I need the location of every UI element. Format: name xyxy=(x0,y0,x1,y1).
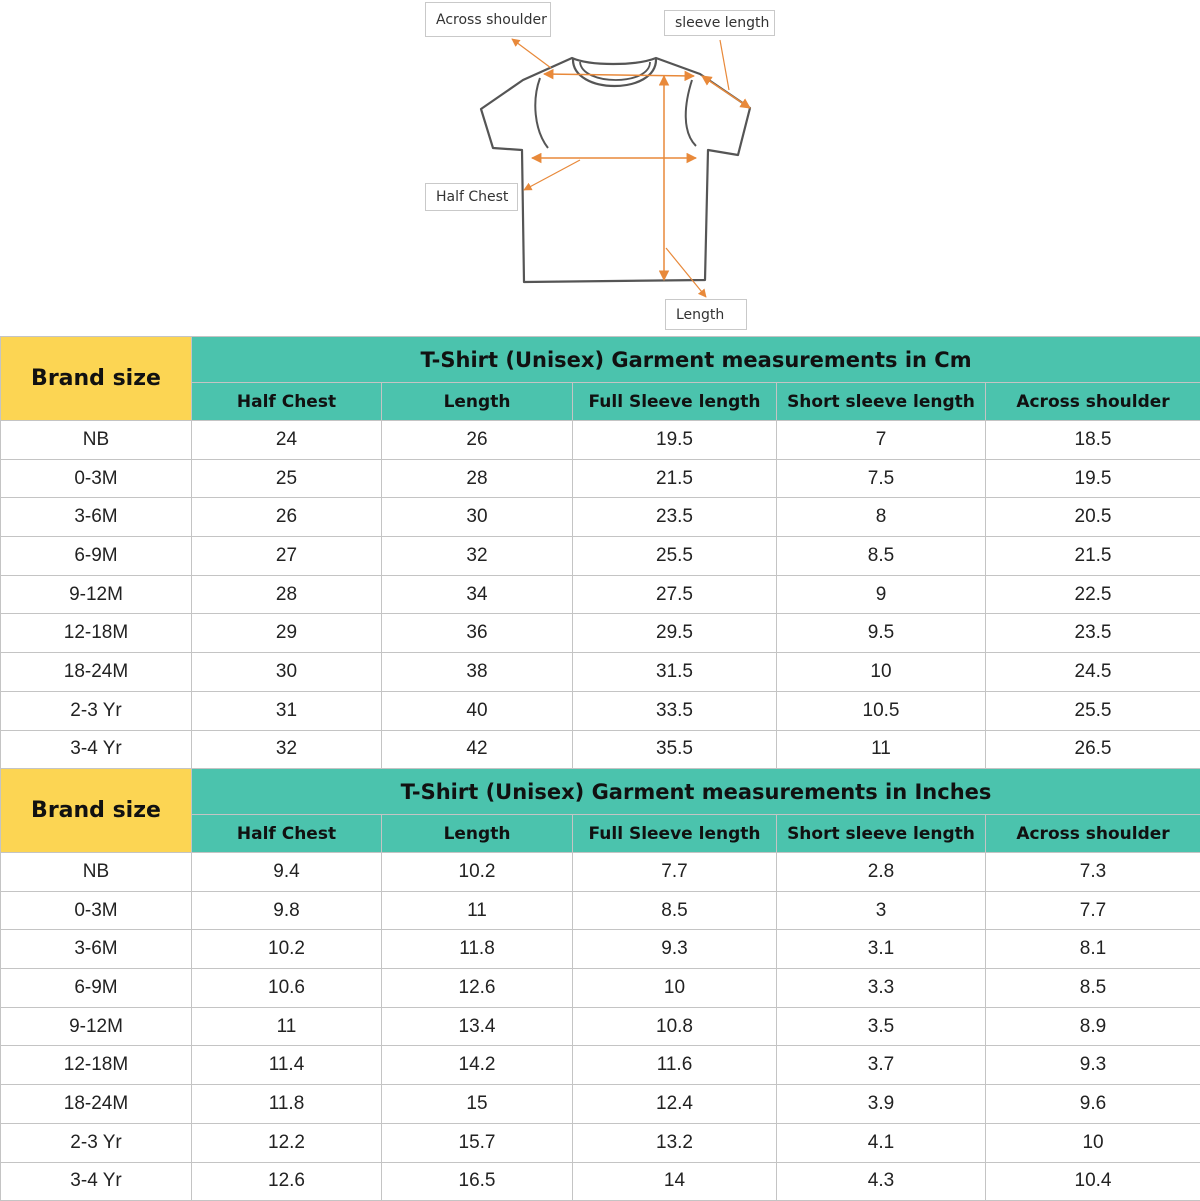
size-cell: 18-24M xyxy=(1,653,192,692)
column-header: Half Chest xyxy=(192,815,382,853)
value-cell: 29 xyxy=(192,614,382,653)
value-cell: 31 xyxy=(192,691,382,730)
brand-size-header: Brand size xyxy=(1,769,192,853)
value-cell: 4.1 xyxy=(777,1123,986,1162)
value-cell: 23.5 xyxy=(573,498,777,537)
value-cell: 11 xyxy=(382,891,573,930)
value-cell: 7.7 xyxy=(573,853,777,892)
size-cell: NB xyxy=(1,853,192,892)
column-header: Full Sleeve length xyxy=(573,383,777,421)
value-cell: 13.2 xyxy=(573,1123,777,1162)
value-cell: 3.7 xyxy=(777,1046,986,1085)
value-cell: 11.8 xyxy=(382,930,573,969)
size-cell: 2-3 Yr xyxy=(1,1123,192,1162)
value-cell: 35.5 xyxy=(573,730,777,769)
value-cell: 7.3 xyxy=(986,853,1200,892)
column-header: Length xyxy=(382,383,573,421)
size-table-inches xyxy=(0,768,1200,1201)
size-cell: 2-3 Yr xyxy=(1,691,192,730)
value-cell: 36 xyxy=(382,614,573,653)
table-title: T-Shirt (Unisex) Garment measurements in Cm xyxy=(192,337,1200,383)
table-row xyxy=(1,853,1200,892)
size-table-cm xyxy=(0,336,1200,769)
size-cell: 6-9M xyxy=(1,537,192,576)
value-cell: 12.6 xyxy=(382,969,573,1008)
value-cell: 10 xyxy=(573,969,777,1008)
value-cell: 9.8 xyxy=(192,891,382,930)
value-cell: 11.8 xyxy=(192,1085,382,1124)
column-header: Across shoulder xyxy=(986,815,1200,853)
size-cell: 6-9M xyxy=(1,969,192,1008)
value-cell: 9.4 xyxy=(192,853,382,892)
table-row xyxy=(1,459,1200,498)
value-cell: 32 xyxy=(192,730,382,769)
value-cell: 9.3 xyxy=(573,930,777,969)
value-cell: 9.6 xyxy=(986,1085,1200,1124)
value-cell: 10.2 xyxy=(192,930,382,969)
value-cell: 8.5 xyxy=(986,969,1200,1008)
value-cell: 15 xyxy=(382,1085,573,1124)
table-row xyxy=(1,1007,1200,1046)
value-cell: 8 xyxy=(777,498,986,537)
size-cell: 0-3M xyxy=(1,459,192,498)
value-cell: 10 xyxy=(777,653,986,692)
table-row xyxy=(1,1085,1200,1124)
column-header: Across shoulder xyxy=(986,383,1200,421)
size-cell: NB xyxy=(1,421,192,460)
value-cell: 14.2 xyxy=(382,1046,573,1085)
table-row xyxy=(1,1046,1200,1085)
value-cell: 8.5 xyxy=(777,537,986,576)
value-cell: 30 xyxy=(192,653,382,692)
value-cell: 7 xyxy=(777,421,986,460)
value-cell: 18.5 xyxy=(986,421,1200,460)
value-cell: 29.5 xyxy=(573,614,777,653)
value-cell: 9.5 xyxy=(777,614,986,653)
value-cell: 11 xyxy=(777,730,986,769)
value-cell: 33.5 xyxy=(573,691,777,730)
column-header: Length xyxy=(382,815,573,853)
value-cell: 10.5 xyxy=(777,691,986,730)
value-cell: 26 xyxy=(382,421,573,460)
column-header: Half Chest xyxy=(192,383,382,421)
value-cell: 2.8 xyxy=(777,853,986,892)
value-cell: 26.5 xyxy=(986,730,1200,769)
value-cell: 23.5 xyxy=(986,614,1200,653)
value-cell: 13.4 xyxy=(382,1007,573,1046)
value-cell: 9.3 xyxy=(986,1046,1200,1085)
value-cell: 4.3 xyxy=(777,1162,986,1201)
table-row xyxy=(1,1162,1200,1201)
size-cell: 0-3M xyxy=(1,891,192,930)
column-header: Full Sleeve length xyxy=(573,815,777,853)
size-cell: 3-6M xyxy=(1,498,192,537)
value-cell: 24.5 xyxy=(986,653,1200,692)
value-cell: 14 xyxy=(573,1162,777,1201)
value-cell: 24 xyxy=(192,421,382,460)
value-cell: 8.5 xyxy=(573,891,777,930)
table-row xyxy=(1,537,1200,576)
value-cell: 22.5 xyxy=(986,575,1200,614)
value-cell: 38 xyxy=(382,653,573,692)
value-cell: 8.1 xyxy=(986,930,1200,969)
value-cell: 42 xyxy=(382,730,573,769)
value-cell: 19.5 xyxy=(986,459,1200,498)
value-cell: 3.1 xyxy=(777,930,986,969)
value-cell: 32 xyxy=(382,537,573,576)
value-cell: 12.4 xyxy=(573,1085,777,1124)
value-cell: 19.5 xyxy=(573,421,777,460)
size-cell: 12-18M xyxy=(1,1046,192,1085)
value-cell: 30 xyxy=(382,498,573,537)
value-cell: 10.6 xyxy=(192,969,382,1008)
value-cell: 28 xyxy=(382,459,573,498)
table-row xyxy=(1,421,1200,460)
table-row xyxy=(1,498,1200,537)
value-cell: 12.6 xyxy=(192,1162,382,1201)
value-cell: 15.7 xyxy=(382,1123,573,1162)
value-cell: 7.5 xyxy=(777,459,986,498)
value-cell: 21.5 xyxy=(986,537,1200,576)
value-cell: 10.4 xyxy=(986,1162,1200,1201)
value-cell: 11.4 xyxy=(192,1046,382,1085)
table-row xyxy=(1,969,1200,1008)
value-cell: 3.5 xyxy=(777,1007,986,1046)
size-cell: 9-12M xyxy=(1,1007,192,1046)
value-cell: 10.2 xyxy=(382,853,573,892)
label-length: Length xyxy=(665,299,747,330)
value-cell: 10 xyxy=(986,1123,1200,1162)
value-cell: 25.5 xyxy=(986,691,1200,730)
table-row xyxy=(1,930,1200,969)
value-cell: 11 xyxy=(192,1007,382,1046)
value-cell: 27 xyxy=(192,537,382,576)
value-cell: 12.2 xyxy=(192,1123,382,1162)
value-cell: 27.5 xyxy=(573,575,777,614)
value-cell: 25 xyxy=(192,459,382,498)
table-row xyxy=(1,614,1200,653)
value-cell: 3.3 xyxy=(777,969,986,1008)
label-across-shoulder: Across shoulder xyxy=(425,2,551,37)
value-cell: 25.5 xyxy=(573,537,777,576)
value-cell: 8.9 xyxy=(986,1007,1200,1046)
value-cell: 10.8 xyxy=(573,1007,777,1046)
value-cell: 16.5 xyxy=(382,1162,573,1201)
table-row xyxy=(1,653,1200,692)
column-header: Short sleeve length xyxy=(777,383,986,421)
value-cell: 28 xyxy=(192,575,382,614)
size-cell: 3-6M xyxy=(1,930,192,969)
tshirt-outline-icon xyxy=(0,0,1200,336)
table-row xyxy=(1,891,1200,930)
value-cell: 9 xyxy=(777,575,986,614)
value-cell: 3 xyxy=(777,891,986,930)
label-sleeve-length: sleeve length xyxy=(664,10,775,36)
value-cell: 40 xyxy=(382,691,573,730)
column-header: Short sleeve length xyxy=(777,815,986,853)
value-cell: 21.5 xyxy=(573,459,777,498)
size-cell: 3-4 Yr xyxy=(1,1162,192,1201)
value-cell: 20.5 xyxy=(986,498,1200,537)
label-half-chest: Half Chest xyxy=(425,183,518,211)
value-cell: 34 xyxy=(382,575,573,614)
table-row xyxy=(1,575,1200,614)
size-cell: 12-18M xyxy=(1,614,192,653)
table-row xyxy=(1,730,1200,769)
brand-size-header: Brand size xyxy=(1,337,192,421)
tshirt-measurement-diagram xyxy=(0,0,1200,336)
size-cell: 18-24M xyxy=(1,1085,192,1124)
value-cell: 31.5 xyxy=(573,653,777,692)
value-cell: 26 xyxy=(192,498,382,537)
value-cell: 3.9 xyxy=(777,1085,986,1124)
size-cell: 9-12M xyxy=(1,575,192,614)
value-cell: 7.7 xyxy=(986,891,1200,930)
table-title: T-Shirt (Unisex) Garment measurements in Inches xyxy=(192,769,1200,815)
value-cell: 11.6 xyxy=(573,1046,777,1085)
size-cell: 3-4 Yr xyxy=(1,730,192,769)
table-row xyxy=(1,1123,1200,1162)
table-row xyxy=(1,691,1200,730)
